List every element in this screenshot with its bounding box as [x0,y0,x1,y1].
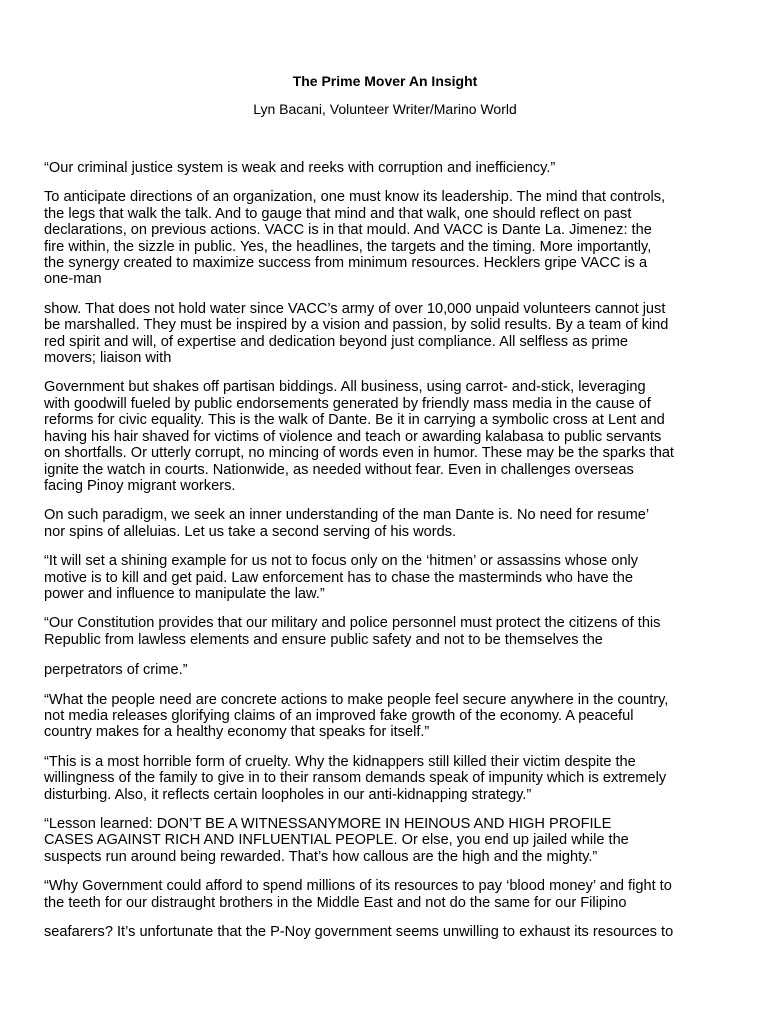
paragraph [44,662,726,678]
paragraph-line: nor spins of alleluias. Let us take a second serving of his words. [44,523,457,540]
paragraph-line: “Why Government could afford to spend millions of its resources to pay ‘blood money’ and fight to [44,878,672,895]
paragraph-line: ignite the watch in courts. Nationwide, as needed without fear. Even in challenges overseas [44,461,634,478]
paragraph [44,553,726,602]
document-title: The Prime Mover An Insight [292,73,478,89]
paragraph-line: facing Pinoy migrant workers. [44,477,236,494]
paragraph-line: “What the people need are concrete actions to make people feel secure anywhere in the country, [44,691,669,708]
paragraph-line: Government but shakes off partisan biddings. All business, using carrot- and-stick, leveraging [44,379,646,396]
paragraph [44,816,726,865]
paragraph-line: seafarers? It’s unfortunate that the P-Noy government seems unwilling to exhaust its resources to [44,924,674,941]
paragraph-line: power and influence to manipulate the law.” [44,585,325,602]
document-body [44,160,726,940]
paragraph [44,379,726,494]
paragraph-line: country makes for a healthy economy that speaks for itself.” [44,724,430,741]
paragraph-line: the legs that walk the talk. And to gauge that mind and that walk, one should reflect on past [44,205,632,222]
paragraph [44,160,726,176]
paragraph-line: willingness of the family to give in to their ransom demands speak of impunity which is extremely [44,770,667,787]
paragraph-line: having his hair shaved for victims of violence and teach or awarding kalabasa to public servants [44,428,662,445]
paragraph-line: one-man [44,271,102,288]
paragraph [44,615,726,648]
paragraph-line: “Our Constitution provides that our military and police personnel must protect the citizens of this [44,615,661,632]
paragraph-line: motive is to kill and get paid. Law enforcement has to chase the masterminds who have the [44,569,633,586]
paragraph-line: “It will set a shining example for us not to focus only on the ‘hitmen’ or assassins whose only [44,553,639,570]
paragraph-line: red spirit and will, of expertise and dedication beyond just compliance. All selfless as prime [44,333,629,350]
paragraph-line: not media releases glorifying claims of an improved fake growth of the economy. A peaceful [44,707,634,724]
paragraph [44,754,726,803]
paragraph [44,924,726,940]
paragraph [44,189,726,287]
paragraph-line: on shortfalls. Or utterly corrupt, no mincing of words even in humor. These may be the sparks that [44,445,674,462]
paragraph-line: be marshalled. They must be inspired by a vision and passion, by solid results. By a team of kind [44,317,669,334]
paragraph-line: To anticipate directions of an organization, one must know its leadership. The mind that controls, [44,189,666,206]
paragraph-line: the teeth for our distraught brothers in the Middle East and not do the same for our Filipino [44,894,627,911]
paragraph-line: declarations, on previous actions. VACC is in that mould. And VACC is Dante La. Jimenez: the [44,222,652,239]
document-byline: Lyn Bacani, Volunteer Writer/Marino World [253,101,517,117]
paragraph [44,507,726,540]
paragraph-line: movers; liaison with [44,350,172,367]
paragraph-line: the synergy created to maximize success from minimum resources. Hecklers gripe VACC is a [44,255,648,272]
paragraph-line: disturbing. Also, it reflects certain loopholes in our anti-kidnapping strategy.” [44,786,532,803]
paragraph [44,878,726,911]
paragraph-line: “Our criminal justice system is weak and reeks with corruption and inefficiency.” [44,160,556,176]
paragraph-line: “Lesson learned: DON’T BE A WITNESSANYMORE IN HEINOUS AND HIGH PROFILE [44,816,612,832]
paragraph-line: suspects run around being rewarded. That’s how callous are the high and the mighty.” [44,848,598,865]
paragraph-line: Republic from lawless elements and ensure public safety and not to be themselves the [44,631,603,648]
paragraph-line: fire within, the sizzle in public. Yes, the headlines, the targets and the timing. More importantly, [44,238,652,255]
paragraph-line: CASES AGAINST RICH AND INFLUENTIAL PEOPLE. Or else, you end up jailed while the [44,832,629,849]
paragraph-line: show. That does not hold water since VACC’s army of over 10,000 unpaid volunteers cannot just [44,300,666,317]
paragraph-line: On such paradigm, we seek an inner understanding of the man Dante is. No need for resume’ [44,507,650,524]
paragraph-line: with goodwill fueled by public endorsements generated by friendly mass media in the cause of [44,395,651,412]
paragraph-line: reforms for civic equality. This is the walk of Dante. Be it in carrying a symbolic cross at Lent and [44,412,665,429]
paragraph [44,692,726,741]
paragraph-line: “This is a most horrible form of cruelty. Why the kidnappers still killed their victim despite the [44,753,636,770]
paragraph [44,301,726,367]
paragraph-line: perpetrators of crime.” [44,662,188,679]
